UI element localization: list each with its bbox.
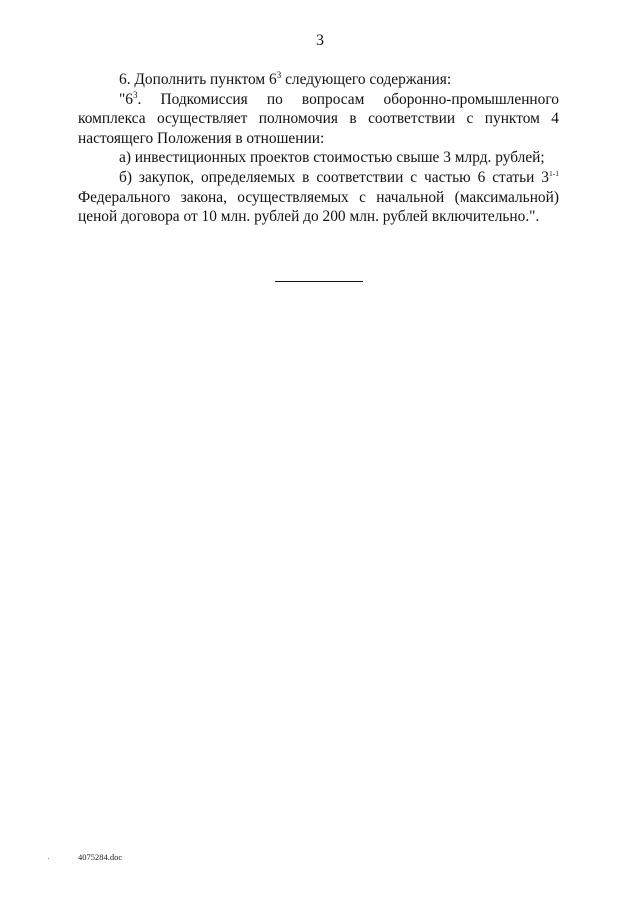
paragraph-text: б) закупок, определяемых в соответствии с частью 6 статьи 3 [119, 168, 549, 186]
superscript: 3 [276, 70, 282, 80]
paragraph-subpoint-b [78, 168, 559, 227]
superscript: 3 [132, 89, 138, 100]
document-body [78, 70, 559, 227]
superscript: 1-1 [549, 168, 559, 178]
end-divider [275, 281, 363, 282]
page-number: 3 [316, 32, 324, 49]
paragraph-text: следующего содержания: [281, 71, 452, 88]
paragraph-text: "6 [119, 90, 133, 108]
paragraph-text: 6. Дополнить пунктом 6 [119, 71, 277, 88]
paragraph-text: Федерального закона, осуществляемых с начальной (максимальной) ценой договора от 10 млн. рублей до 200 млн. рублей включительно.". [78, 188, 559, 226]
paragraph-point-6-3 [78, 90, 559, 149]
paragraph-text: а) инвестиционных проектов стоимостью свыше 3 млрд. рублей; [119, 149, 545, 167]
scan-mark [48, 858, 49, 859]
paragraph-item-6 [78, 70, 559, 90]
paragraph-text: . Подкомиссия по вопросам оборонно-промышленного комплекса осуществляет полномочия в соответствии с пунктом 4 настоящего Положения в отношении: [78, 90, 559, 147]
paragraph-subpoint-a [78, 148, 559, 168]
document-code: 4075284.doc [78, 852, 123, 862]
